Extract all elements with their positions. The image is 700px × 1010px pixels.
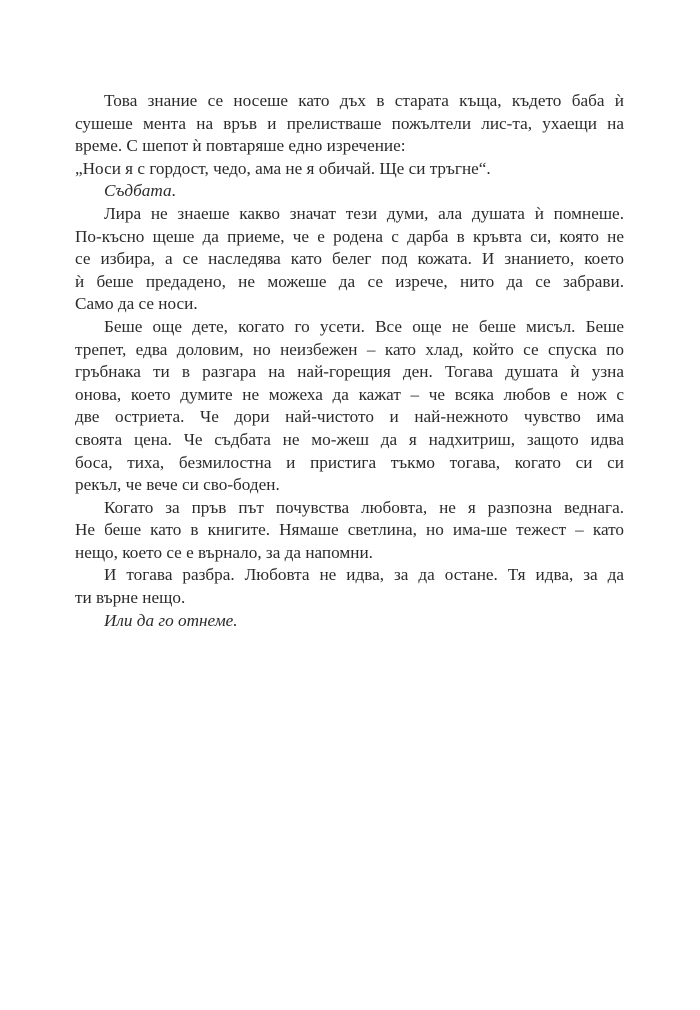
- text-line: [75, 361, 624, 384]
- text-line: [75, 339, 624, 362]
- line-text: гръбнака ти в разгара на най-горещия ден. Тогава душата ѝ узна: [75, 362, 624, 382]
- text-line: [75, 113, 624, 136]
- line-text: сушеше мента на връв и прелистваше пожълтели лис-та, ухаещи на: [75, 113, 624, 133]
- page-body: [75, 90, 624, 632]
- text-line: [75, 519, 624, 542]
- line-text: Лира не знаеше какво значат тези думи, ала душата ѝ помнеше.: [104, 203, 624, 223]
- line-text: Това знание се носеше като дъх в старата къща, където баба ѝ: [104, 91, 624, 110]
- line-text: И тогава разбра. Любовта не идва, за да остане. Тя идва, за да: [104, 565, 624, 585]
- text-line: [75, 429, 624, 452]
- text-line: [75, 316, 624, 339]
- line-text: Не беше като в книгите. Нямаше светлина, но има-ше тежест – като: [75, 520, 624, 540]
- line-text: боса, тиха, безмилостна и пристига тъкмо тогава, когато си си: [75, 452, 624, 472]
- text-line: [75, 158, 624, 181]
- line-text: „Носи я с гордост, чедо, ама не я обичай. Ще си тръгне“.: [75, 158, 491, 178]
- text-line: [75, 90, 624, 113]
- text-line: [75, 271, 624, 294]
- line-text: онова, което думите не можеха да кажат – че всяка любов е нож с: [75, 384, 624, 404]
- paragraph: [75, 203, 624, 316]
- line-text: трепет, едва доловим, но неизбежен – като хлад, който се спуска по: [75, 339, 624, 359]
- line-text: Беше още дете, когато го усети. Все още не беше мисъл. Беше: [104, 316, 624, 336]
- text-line: [75, 203, 624, 226]
- line-suffix: .: [171, 181, 176, 201]
- paragraph: [75, 316, 624, 497]
- text-line: [75, 248, 624, 271]
- paragraph: [75, 497, 624, 565]
- line-text: Или да го отнеме.: [104, 610, 238, 630]
- line-text: Само да се носи.: [75, 294, 198, 314]
- paragraph: [75, 610, 624, 633]
- line-text: време. С шепот ѝ повтаряше едно изречение:: [75, 136, 406, 156]
- text-line: [75, 226, 624, 249]
- text-line: [75, 610, 624, 633]
- text-column: [75, 90, 624, 632]
- text-line: [75, 293, 624, 316]
- text-line: [75, 135, 624, 158]
- line-text: нещо, което се е върнало, за да напомни.: [75, 542, 373, 562]
- line-text: се избира, а се наследява като белег под кожата. И знанието, което: [75, 249, 624, 269]
- text-line: [75, 564, 624, 587]
- text-line: [75, 384, 624, 407]
- line-text: ѝ беше предадено, не можеше да се изрече, нито да се забрави.: [75, 271, 624, 291]
- text-line: [75, 180, 624, 203]
- paragraph: [75, 180, 624, 203]
- text-line: [75, 452, 624, 475]
- line-text: рекъл, че вече си сво-боден.: [75, 475, 280, 495]
- line-text: ти върне нещо.: [75, 588, 186, 608]
- line-text: своята цена. Че съдбата не мо-жеш да я надхитриш, защото идва: [75, 429, 624, 449]
- text-line: [75, 474, 624, 497]
- line-text: Съдбата: [104, 181, 172, 201]
- paragraph: [75, 564, 624, 609]
- text-line: [75, 587, 624, 610]
- line-text: две остриета. Че дори най-чистото и най-нежното чувство има: [75, 407, 624, 427]
- line-text: По-късно щеше да приеме, че е родена с дарба в кръвта си, която не: [75, 226, 624, 246]
- line-text: Когато за пръв път почувства любовта, не я разпозна веднага.: [104, 497, 624, 517]
- paragraph: [75, 90, 624, 180]
- text-line: [75, 406, 624, 429]
- text-line: [75, 542, 624, 565]
- text-line: [75, 497, 624, 520]
